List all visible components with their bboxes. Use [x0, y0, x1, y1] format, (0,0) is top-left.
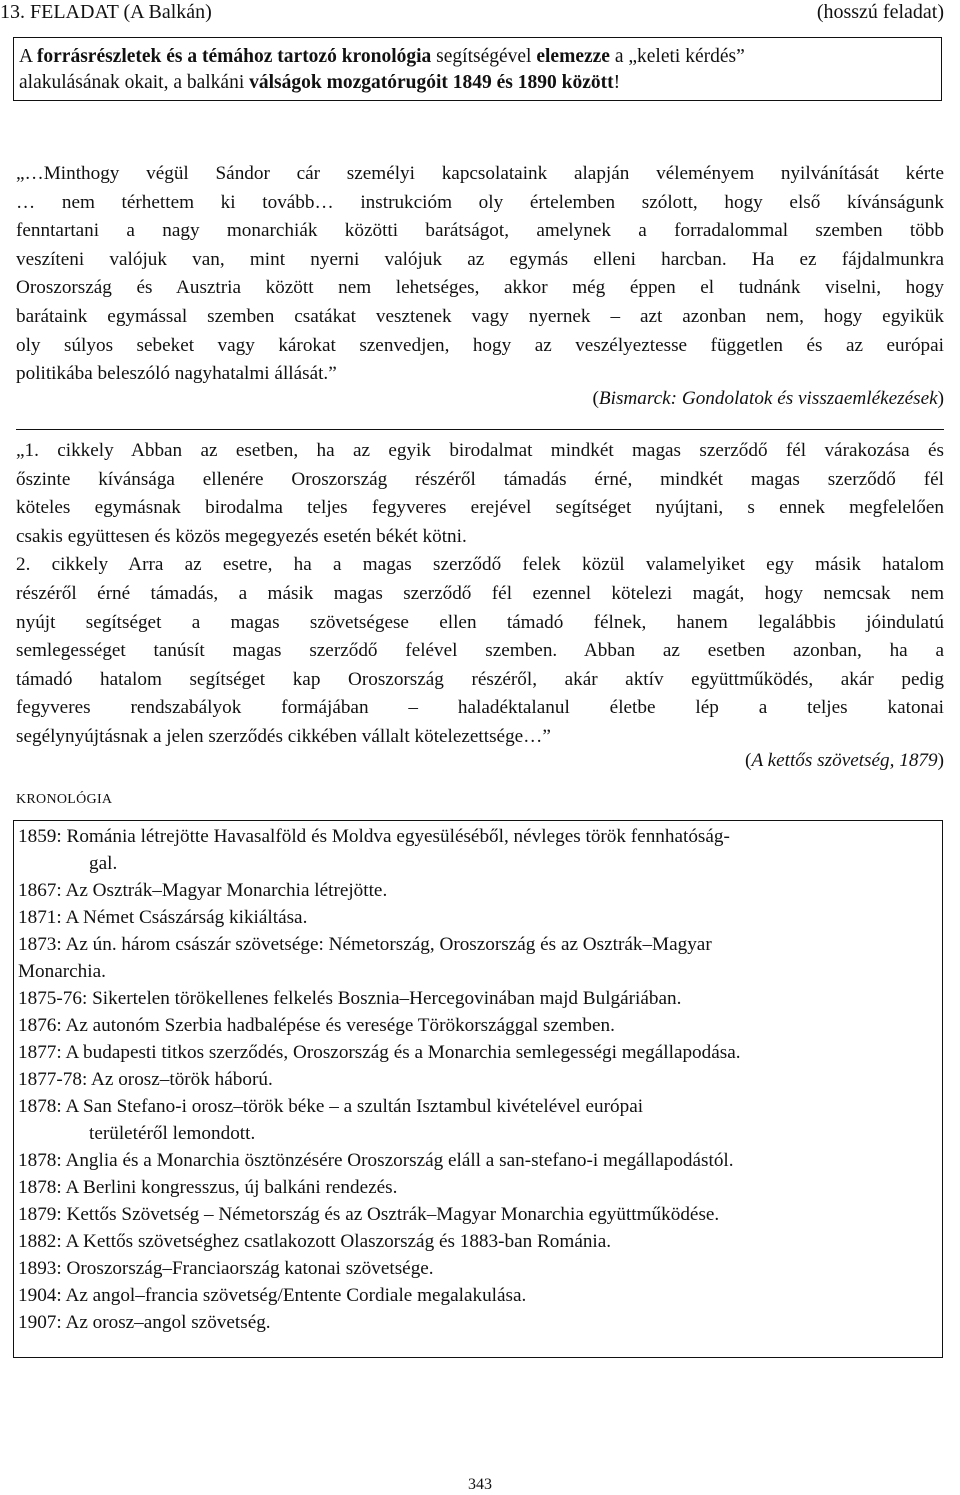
page-header [0, 0, 944, 26]
chronology-event: A Berlini kongresszus, új balkáni rendezés. [61, 1177, 398, 1198]
task-text: alakulásának okait, a balkáni [19, 72, 250, 93]
quote-line: semlegességet tanúsít magas szerződő felével szemben. Abban az esetben azonban, ha a [16, 640, 944, 662]
chronology-row [18, 1147, 936, 1174]
task-bold-sources: forrásrészletek és a témához tartozó kronológia [36, 46, 432, 67]
chronology-event: Sikertelen törökellenes felkelés Bosznia–Hercegovinában majd Bulgáriában. [87, 988, 682, 1009]
chronology-event: Oroszország–Franciaország katonai szövetsége. [61, 1258, 434, 1279]
chronology-event-continued: Monarchia. [18, 961, 106, 982]
chronology-year: 1878: [18, 1177, 62, 1198]
chronology-year: 1907: [18, 1312, 62, 1333]
task-bold-analyze: elemezze [536, 46, 610, 67]
chronology-box [13, 820, 943, 1358]
chronology-year: 1877-78: [18, 1069, 88, 1090]
quote-line: fegyveres rendszabályok formájában – haladéktalanul életbe lép a teljes katonai [16, 697, 944, 719]
chronology-event: A budapesti titkos szerződés, Oroszország és a Monarchia semlegességi megállapodása. [61, 1042, 741, 1063]
task-text: segítségével [431, 46, 537, 67]
page-number: 343 [468, 1476, 492, 1493]
chronology-event: Az autonóm Szerbia hadbalépése és veresége Törökországgal szemben. [61, 1015, 615, 1036]
chronology-year: 1879: [18, 1204, 62, 1225]
chronology-year: 1876: [18, 1015, 62, 1036]
chronology-event: Az orosz–török háború. [87, 1069, 273, 1090]
chronology-row [18, 1174, 936, 1201]
bismarck-source: (Bismarck: Gondolatok és visszaemlékezések) [592, 388, 944, 409]
quote-line: politikába beleszóló nagyhatalmi állását.” [16, 363, 337, 385]
chronology-label: KRONOLÓGIA [16, 792, 113, 807]
dual-alliance-quote [16, 437, 944, 752]
chronology-event: A Német Császárság kikiáltása. [61, 907, 308, 928]
quote-line: segélynyújtásnak a jelen szerződés cikkében vállalt kötelezettsége…” [16, 725, 551, 747]
chronology-row [18, 904, 936, 931]
quote-line: őszinte kívánsága ellenére Oroszország részéről támadás érné, mindkét magas szerződő fél [16, 468, 944, 490]
chronology-event-continued: gal. [89, 853, 118, 874]
quote-line: oly súlyos sebeket vagy károkat szenvedjen, hogy az veszélyeztesse független és az európai [16, 334, 944, 356]
task-text: a „keleti kérdés” [609, 46, 745, 67]
chronology-row [18, 1255, 936, 1282]
chronology-event: Kettős Szövetség – Németország és az Osztrák–Magyar Monarchia együttműködése. [61, 1204, 720, 1225]
chronology-year: 1877: [18, 1042, 62, 1063]
task-text: ! [613, 72, 621, 93]
chronology-event: Románia létrejötte Havasalföld és Moldva egyesüléséből, névleges török fennhatóság- [61, 826, 730, 847]
chronology-year: 1873: [18, 934, 62, 955]
chronology-event: Az orosz–angol szövetség. [61, 1312, 271, 1333]
quote-line: támadó hatalom segítséget kap Oroszország részéről, akár aktív együttműködés, akár pedig [16, 668, 944, 690]
chronology-row [18, 877, 936, 904]
chronology-row [18, 931, 936, 985]
quote-line: „…Minthogy végül Sándor cár személyi kapcsolataink alapján véleményem nyilvánítását kérte [16, 163, 944, 184]
chronology-event: Anglia és a Monarchia ösztönzésére Oroszország eláll a san-stefano-i megállapodástól. [61, 1150, 734, 1171]
task-title: 13. FELADAT (A Balkán) [0, 1, 212, 23]
dual-alliance-source: (A kettős szövetség, 1879) [745, 750, 944, 771]
chronology-row [18, 1282, 936, 1309]
chronology-event: Az Osztrák–Magyar Monarchia létrejötte. [61, 880, 388, 901]
chronology-year: 1867: [18, 880, 62, 901]
source-title: A kettős szövetség, 1879 [751, 750, 938, 771]
quote-line: részéről érné támadás, a másik magas szerződő fél ezennel kötelezi magát, hogy nemcsak nem [16, 582, 944, 604]
task-bold-crises: válságok mozgatórugóit 1849 és 1890 között [249, 72, 614, 93]
chronology-row [18, 1093, 936, 1147]
quote-line: köteles egymásnak birodalma teljes fegyveres erejével segítséget nyújtani, s ennek megfelelően [16, 497, 944, 519]
chronology-event: Az ún. három császár szövetsége: Németország, Oroszország és az Osztrák–Magyar [61, 934, 712, 955]
chronology-year: 1871: [18, 907, 62, 928]
chronology-row [18, 1012, 936, 1039]
bismarck-quote [16, 160, 944, 389]
quote-line: … nem térhettem ki tovább… instrukcióm oly értelemben szólott, hogy első kívánságunk [16, 191, 944, 213]
section-divider [16, 429, 944, 430]
chronology-row [18, 1309, 936, 1336]
quote-line: „1. cikkely Abban az esetben, ha az egyik birodalmat mindkét magas szerződő fél várakozása és [16, 440, 944, 461]
chronology-year: 1878: [18, 1096, 62, 1117]
chronology-row [18, 1039, 936, 1066]
quote-line: barátaink egymással szemben csatákat vesztenek vagy nyernek – azt azonban nem, hogy egyikük [16, 305, 944, 327]
chronology-year: 1859: [18, 826, 62, 847]
chronology-event: A San Stefano-i orosz–török béke – a szultán Isztambul kivételével európai [61, 1096, 644, 1117]
chronology-row [18, 1228, 936, 1255]
quote-line: 2. cikkely Arra az esetre, ha a magas szerződő felek közül valamelyiket egy másik hatalom [16, 554, 944, 576]
chronology-row [18, 1201, 936, 1228]
source-title: Bismarck: Gondolatok és visszaemlékezések [598, 388, 938, 409]
chronology-event: Az angol–francia szövetség/Entente Cordiale megalakulása. [61, 1285, 527, 1306]
quote-line: Oroszország és Ausztria között nem lehetséges, akkor még éppen el tudnánk viselni, hogy [16, 277, 944, 299]
chronology-event-continued: területéről lemondott. [89, 1123, 256, 1144]
task-text: A [19, 46, 37, 67]
task-type: (hosszú feladat) [816, 1, 944, 23]
chronology-row [18, 1066, 936, 1093]
quote-line: fenntartani a nagy monarchiák közötti barátságot, amelynek a forradalommal szemben több [16, 220, 944, 242]
chronology-year: 1878: [18, 1150, 62, 1171]
chronology-year: 1875-76: [18, 988, 88, 1009]
quote-line: nyújt segítséget a magas szövetségese ellen támadó félnek, hanem legalábbis jóindulatú [16, 611, 944, 633]
task-instruction-box [13, 37, 942, 101]
quote-line: csakis együttesen és közös megegyezés esetén békét kötni. [16, 525, 467, 547]
chronology-year: 1893: [18, 1258, 62, 1279]
chronology-row [18, 823, 936, 877]
chronology-event: A Kettős szövetséghez csatlakozott Olaszország és 1883-ban Románia. [61, 1231, 612, 1252]
chronology-row [18, 985, 936, 1012]
chronology-year: 1904: [18, 1285, 62, 1306]
chronology-year: 1882: [18, 1231, 62, 1252]
quote-line: veszíteni valójuk van, mint nyerni valójuk az egymás elleni harcban. Ha ez fájdalmunkra [16, 248, 944, 270]
